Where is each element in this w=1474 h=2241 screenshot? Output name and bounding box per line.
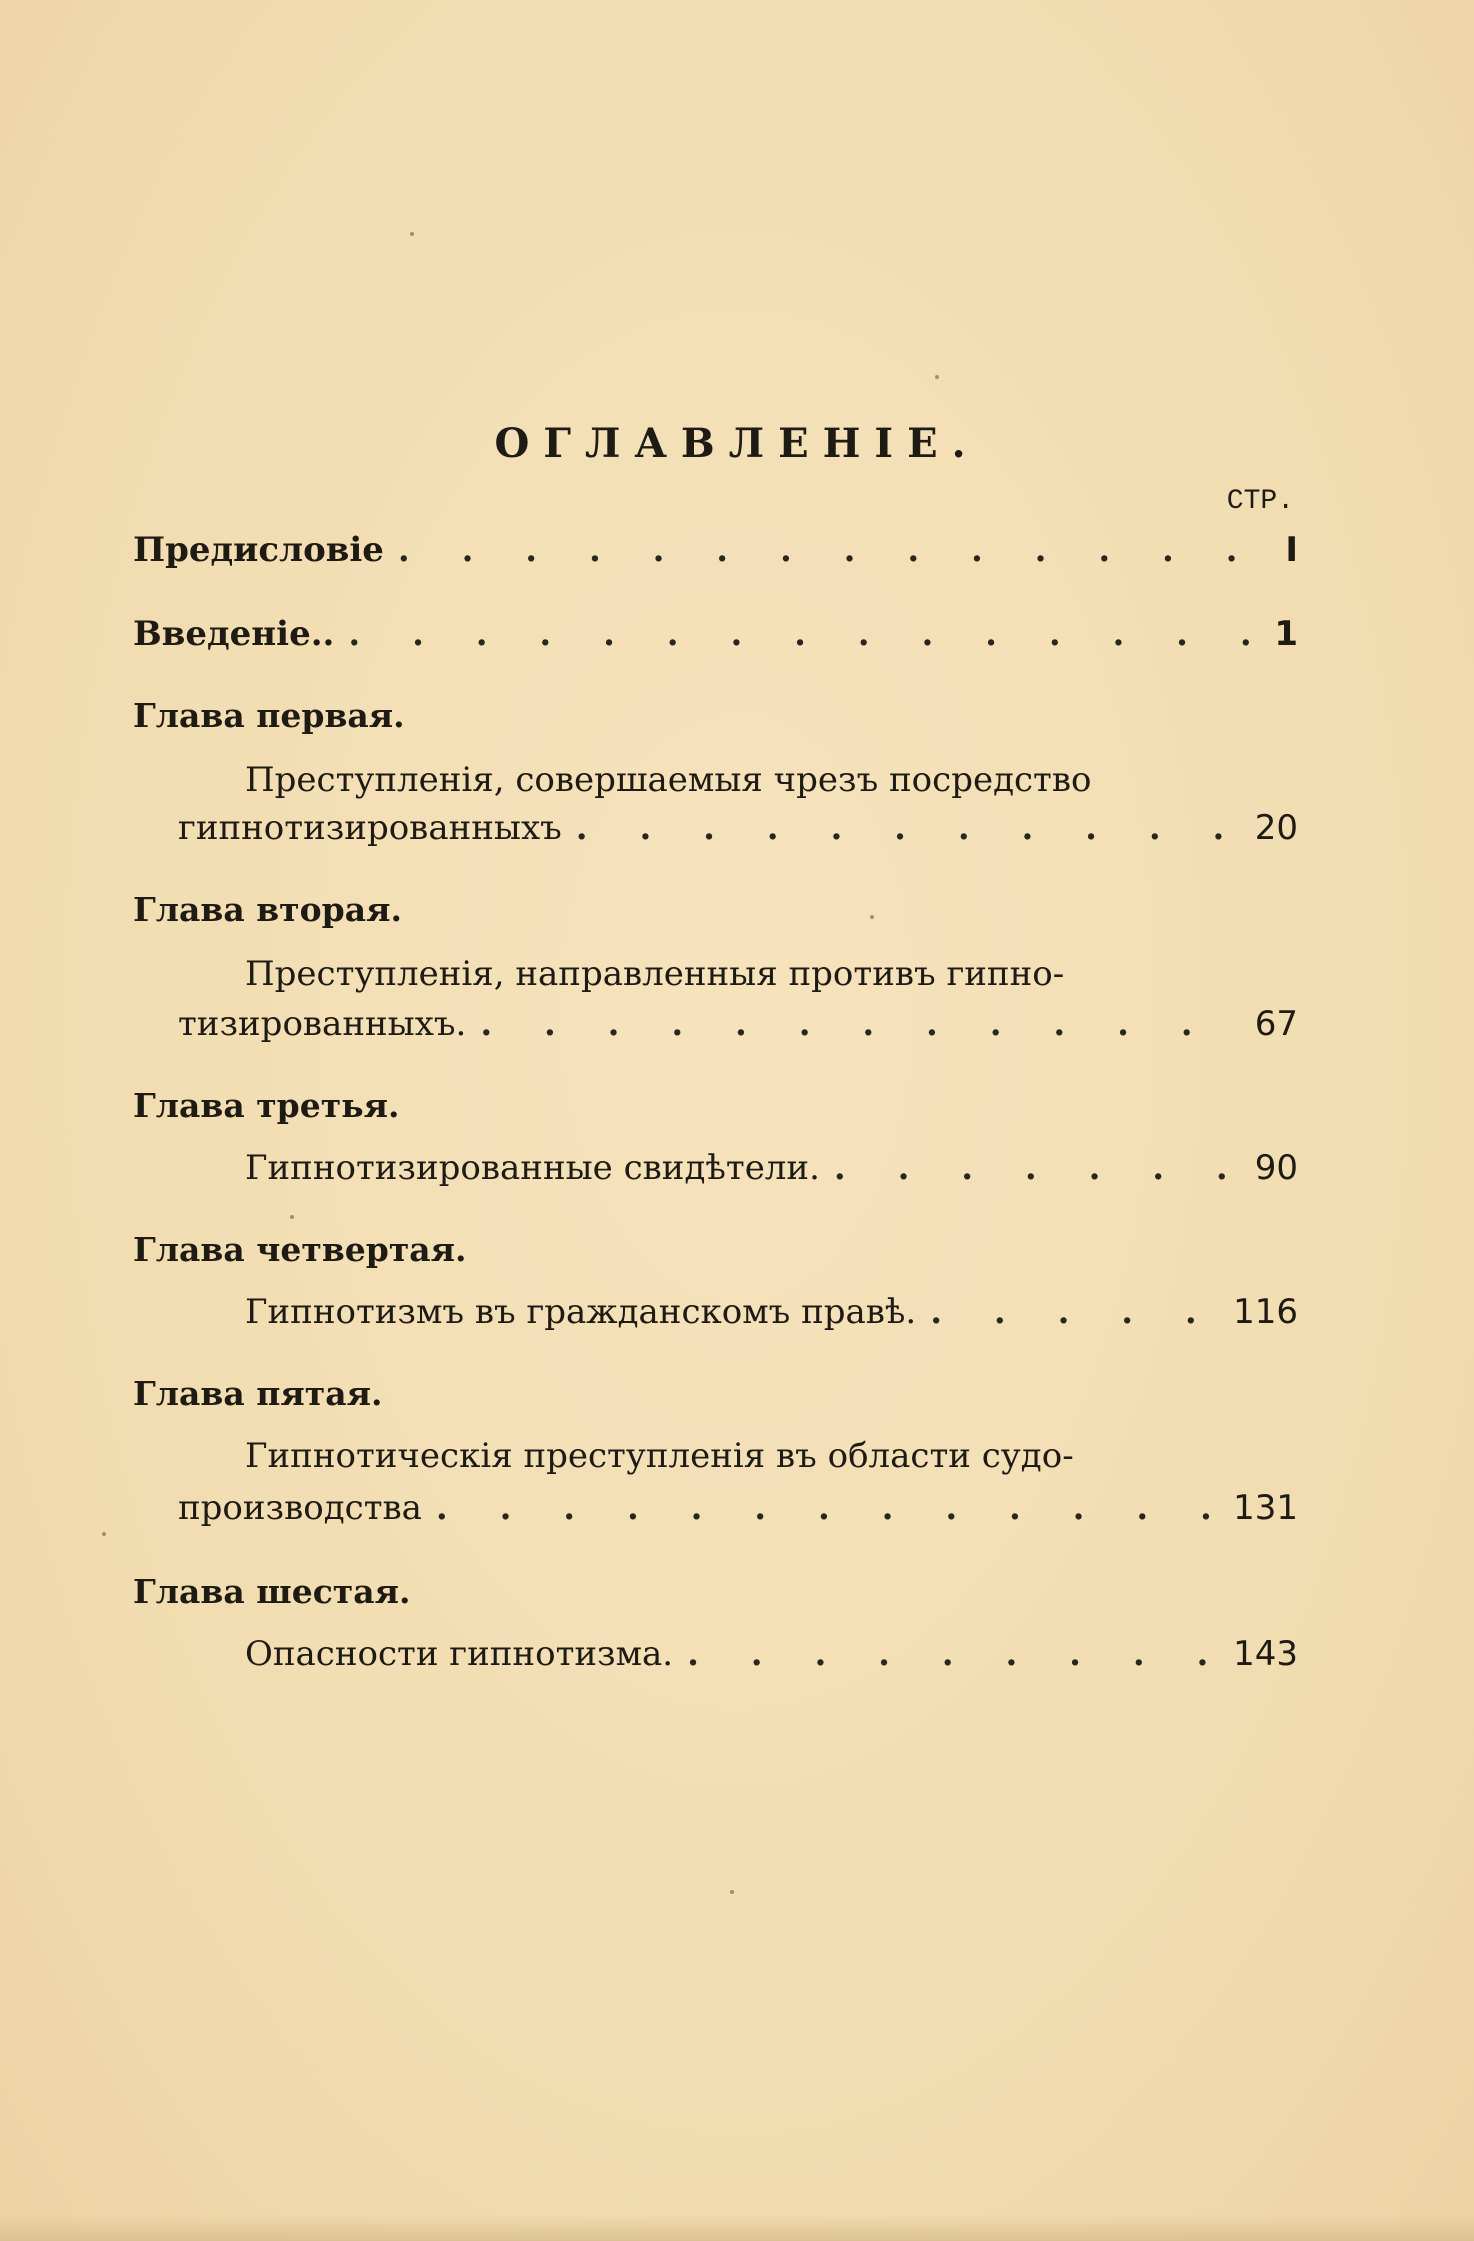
paper-speck: [102, 1532, 106, 1536]
chapter-title-1-line2: гипнотизированныхъ: [178, 808, 562, 848]
toc-page-number: 20: [1254, 808, 1298, 848]
toc-entry-chapter-3[interactable]: [245, 1148, 1298, 1188]
toc-entry-label: Предисловіе: [133, 530, 384, 570]
chapter-title-3: Гипнотизированные свидѣтели.: [245, 1148, 820, 1188]
toc-entry-chapter-6[interactable]: [245, 1634, 1298, 1674]
dot-leader: [687, 1634, 1219, 1674]
toc-entry-preface[interactable]: [133, 530, 1298, 570]
toc-page-number: 143: [1233, 1634, 1298, 1674]
paper-speck: [290, 1215, 294, 1219]
toc-page-number: 116: [1233, 1292, 1298, 1332]
toc-entry-chapter-4[interactable]: [245, 1292, 1298, 1332]
toc-entry-chapter-1[interactable]: [178, 808, 1298, 848]
page-column-label: СТР.: [1226, 486, 1294, 517]
dot-leader: [834, 1148, 1241, 1188]
paper-speck: [410, 232, 414, 236]
toc-entry-chapter-2[interactable]: [178, 1004, 1298, 1044]
chapter-heading-2: Глава вторая.: [133, 890, 402, 929]
toc-entry-label: Введеніе..: [133, 614, 335, 654]
dot-leader: [480, 1004, 1240, 1044]
chapter-heading-6: Глава шестая.: [133, 1572, 411, 1611]
page-title: ОГЛАВЛЕНІЕ.: [494, 420, 980, 467]
toc-page-number: 1: [1274, 614, 1298, 654]
chapter-heading-1: Глава первая.: [133, 696, 405, 735]
paper-speck: [935, 375, 939, 379]
chapter-heading-5: Глава пятая.: [133, 1374, 383, 1413]
paper-speck: [870, 915, 874, 919]
chapter-heading-3: Глава третья.: [133, 1086, 400, 1125]
chapter-title-6: Опасности гипнотизма.: [245, 1634, 674, 1674]
chapter-title-4: Гипнотизмъ въ гражданскомъ правѣ.: [245, 1292, 917, 1332]
dot-leader: [930, 1292, 1219, 1332]
dot-leader: [576, 808, 1241, 848]
chapter-title-1-line1[interactable]: Преступленія, совершаемыя чрезъ посредство: [245, 760, 1092, 800]
toc-page-number: 131: [1233, 1488, 1298, 1528]
dot-leader: [398, 530, 1271, 570]
toc-entry-chapter-5[interactable]: [178, 1488, 1298, 1528]
chapter-title-2-line2: тизированныхъ.: [178, 1004, 467, 1044]
toc-entry-introduction[interactable]: [133, 614, 1298, 654]
toc-page-number: 67: [1254, 1004, 1298, 1044]
chapter-title-2-line1[interactable]: Преступленія, направленныя противъ гипно-: [245, 954, 1065, 994]
paper-speck: [730, 1890, 734, 1894]
chapter-title-5-line2: производства: [178, 1488, 422, 1528]
toc-page-number: 90: [1254, 1148, 1298, 1188]
chapter-heading-4: Глава четвертая.: [133, 1230, 467, 1269]
dot-leader: [348, 614, 1260, 654]
dot-leader: [436, 1488, 1219, 1528]
toc-page-number: I: [1285, 530, 1298, 570]
chapter-title-5-line1[interactable]: Гипнотическія преступленія въ области судо-: [245, 1436, 1074, 1476]
page-edge-shadow: [0, 2215, 1474, 2241]
